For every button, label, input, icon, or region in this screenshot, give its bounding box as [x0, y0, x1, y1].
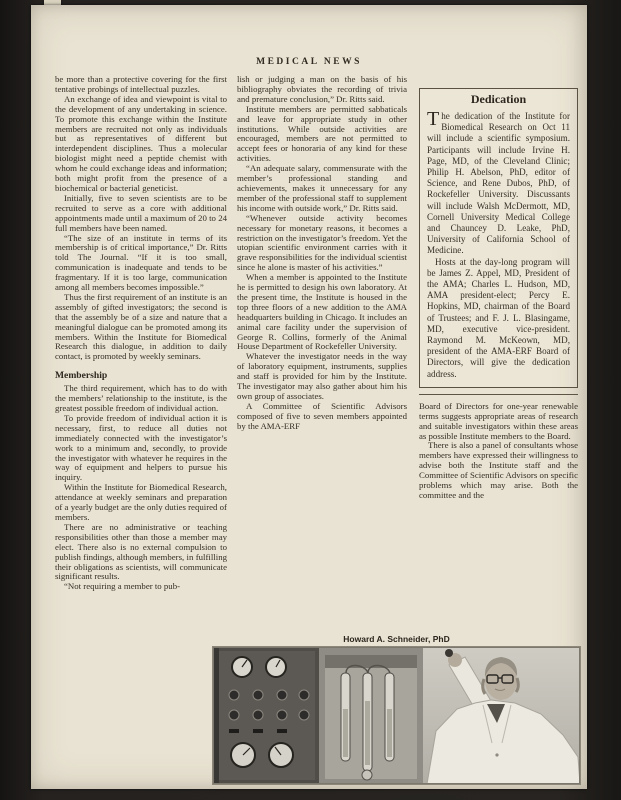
paragraph: Institute members are permitted sabbaticals and leave for appropriate study in other institutions. While outside activities are encouraged, members are not permitted to accept fees or honoraria of any kind for these activities.: [237, 103, 407, 164]
divider-rule: [419, 394, 578, 395]
paragraph: “Whenever outside activity becomes necessary for monetary reasons, it becomes a restriction on the investigator’s freedom. Yet the utopian scientific environment carries with it grave responsibilities for the individual scientist since he alone is master of his activities.”: [237, 212, 407, 273]
paragraph: An exchange of idea and viewpoint is vital to the development of any undertaking in science. To promote this exchange within the Institute members are recruited not only as individuals but as representatives of different but interdependent disciplines. Thus a molecular biologist might need a peptide chemist with whom he could exchange ideas and information; both might profit from the presence of a biochemical or bacterial geneticist.: [55, 93, 227, 193]
paragraph: Initially, five to seven scientists are to be recruited to serve as a core with additional appointments made until a maximum of 20 to 24 full members have been named.: [55, 192, 227, 233]
paragraph: There is also a panel of consultants whose members have expressed their willingness to advise both the Institute staff and the Committee of Scientific Advisors on specific problems which may arise. Both the committee and the: [419, 440, 578, 500]
subheading: Membership: [55, 370, 108, 382]
running-head: MEDICAL NEWS: [256, 57, 362, 67]
paragraph: To provide freedom of individual action it is necessary, first, to reduce all duties not immediately connected with the investigator’s work to a minimum and, secondly, to provide the investigator with whatever he requires in the way of equipment and helpers to pursue his inquiry.: [55, 412, 227, 483]
paragraph: Thus the first requirement of an institute is an assembly of gifted investigators; the second is that the assembly be of a size and nature that a meaningful dialogue can be promoted among its members. Within the Institute for Biomedical Research this dialogue, in addition to daily contact, is promoted by weekly seminars.: [55, 291, 227, 362]
valve-knob: [445, 649, 453, 657]
right-column-lower: [419, 402, 578, 501]
paragraph: “The size of an institute in terms of its membership is of critical importance,” Dr. Ritts told The Journal. “If it is too small, communication is inadequate and tends to be fragmentary. If it is too large, communication among all members becomes impossible.”: [55, 232, 227, 293]
paragraph: When a member is appointed to the Institute he is permitted to design his own laboratory. At the present time, the Institute is housed in the top three floors of a new addition to the AMA headquarters building in Chicago. It includes an animal care facility under the supervision of George R. Collins, formerly of the Animal House Department of Rockefeller University.: [237, 272, 407, 352]
paragraph: Within the Institute for Biomedical Research, attendance at weekly seminars and preparation of a yearly budget are the only duties required of members.: [55, 482, 227, 522]
photo-block: [213, 634, 580, 784]
paragraph: “Not requiring a member to pub-: [64, 581, 181, 592]
photo-caption: Howard A. Schneider, PhD: [343, 634, 450, 644]
paragraph: be more than a protective covering for the first tentative probings of intellectual puzzles.: [55, 75, 227, 94]
paragraph: lish or judging a man on the basis of his bibliography obviates the recording of trivia and premature conclusion,” Dr. Ritts said.: [237, 75, 407, 104]
paragraph: “An adequate salary, commensurate with the member’s professional standing and achievements, makes it unnecessary for any member of the professional staff to supplement his income with outside work,” Dr. Ritts said.: [237, 163, 407, 213]
dedication-box: [419, 88, 578, 388]
left-column: [55, 75, 227, 592]
glass-column-cabinet: [319, 647, 423, 784]
paragraph: Whatever the investigator needs in the way of laboratory equipment, instruments, supplies and staff is provided for him by the Institute. The investigator may also gather about him his own group of associates.: [237, 351, 407, 401]
paper-page: [31, 5, 587, 789]
paragraph: A Committee of Scientific Advisors composed of five to seven members appointed by the AMA-ERF: [237, 400, 407, 431]
paragraph: The third requirement, which has to do with the members’ relationship to the institute, is the greatest possible freedom of individual action.: [55, 383, 227, 413]
photograph: [213, 647, 580, 784]
paragraph: Board of Directors for one-year renewable terms suggests appropriate areas of research and suitable investigators within these areas as possible Institute members to the Board.: [419, 400, 578, 441]
paragraph: There are no administrative or teaching responsibilities other than those a member may elect. There also is no external compulsion to publish findings, although members, in fulfilling their obligations as scientists, will communicate significant results.: [55, 521, 227, 582]
instrument-panel: [213, 647, 319, 784]
middle-column: [237, 75, 407, 432]
paragraph: Hosts at the day-long program will be James Z. Appel, MD, President of the AMA; Charles L. Hudson, MD, AMA president-elect; Percy E. Hopkins, MD, chairman of the Board of Trustees; and F. J. L. Blasingame, MD, executive vice-president. Raymond M. McKeown, MD, president of the AMA-ERF Board of Directors, will give the dedication address.: [427, 256, 570, 379]
right-column: [419, 75, 578, 501]
dedication-body: [427, 107, 570, 380]
dedication-title: Dedication: [470, 92, 527, 106]
paragraph: The dedication of the Institute for Biomedical Research on Oct 11 will include a scientific symposium. Participants will include Irvine H. Page, MD, of the Cleveland Clinic; Philip H. Abelson, PhD, editor of Science, and Rene Dubos, PhD, of Rockefeller University. Discussants will include Walsh McDermott, MD, Cornell University Medical College and Chauncey D. Leake, PhD, University of California School of Medicine.: [427, 107, 570, 256]
